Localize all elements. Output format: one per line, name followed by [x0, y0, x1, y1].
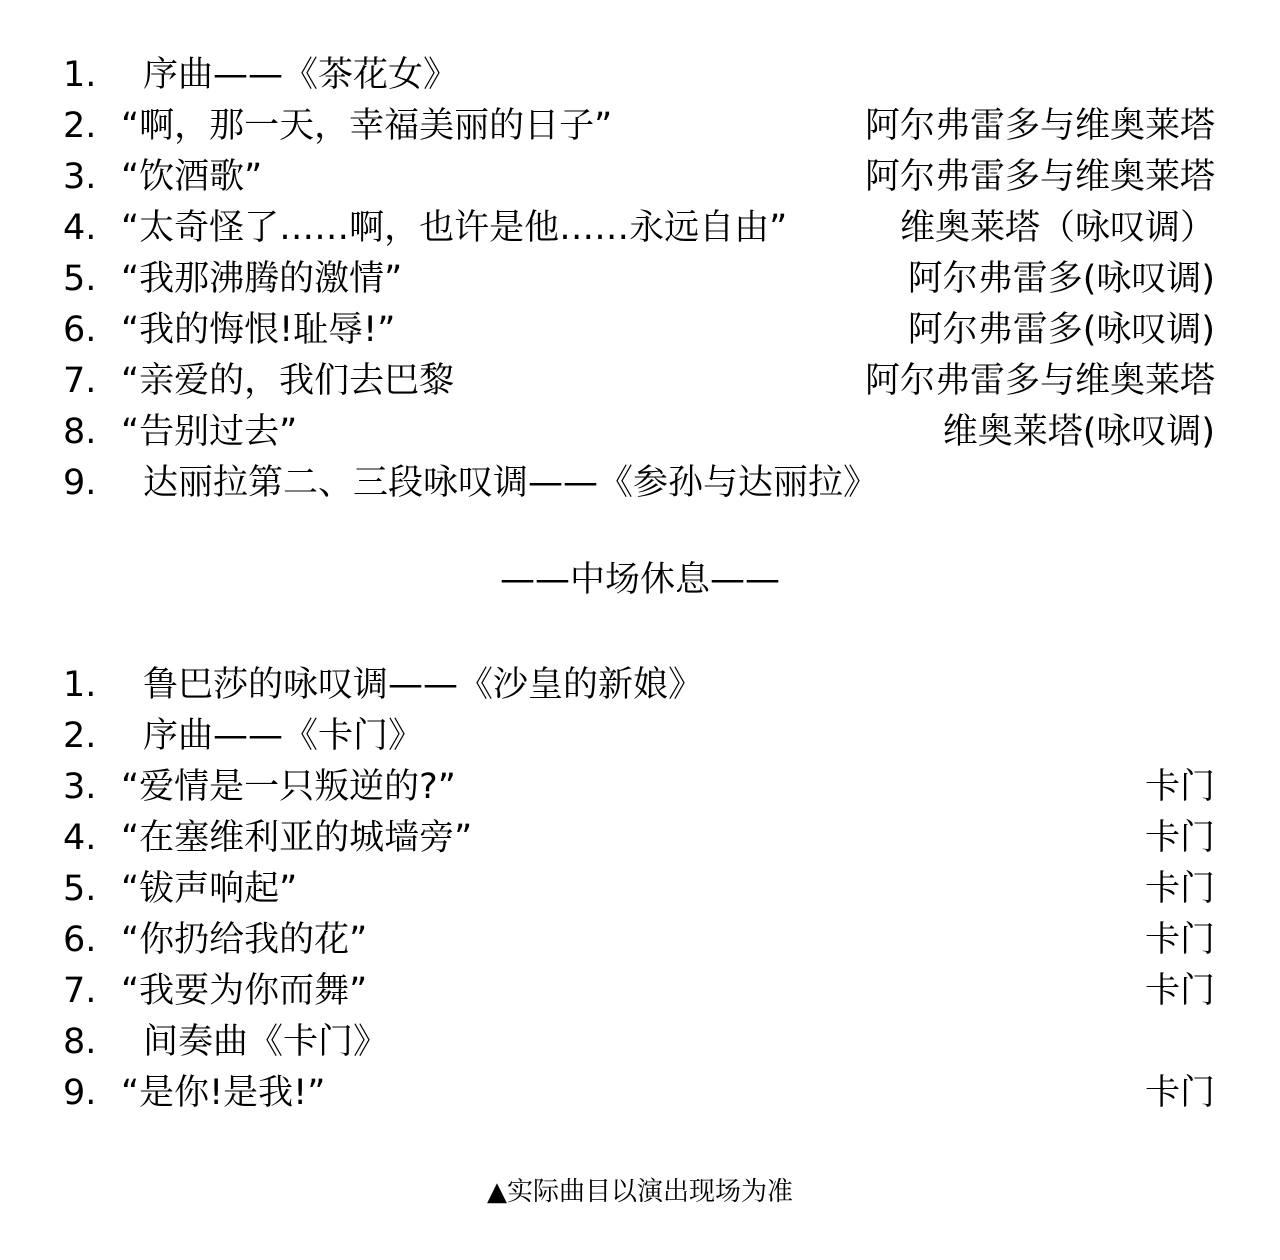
item-performer: 阿尔弗雷多与维奥莱塔 [864, 157, 1215, 197]
item-title: “我那沸腾的激情” [121, 259, 403, 299]
item-title: “是你!是我!” [121, 1073, 326, 1113]
item-performer: 阿尔弗雷多与维奥莱塔 [864, 361, 1215, 401]
second-half-item-5 [63, 864, 1215, 914]
first-half-item-8 [63, 407, 1215, 457]
second-half-item-8 [63, 1017, 1215, 1067]
item-performer: 卡门 [1144, 1073, 1215, 1113]
second-half-item-1 [63, 660, 1215, 710]
second-half-item-3 [63, 762, 1215, 812]
item-title: “钹声响起” [121, 869, 298, 909]
second-half-item-4 [63, 813, 1215, 863]
first-half-item-1 [63, 50, 1215, 100]
first-half-item-6 [63, 305, 1215, 355]
first-half-item-3 [63, 152, 1215, 202]
item-title: “太奇怪了……啊，也许是他……永远自由” [121, 208, 788, 248]
second-half-item-7 [63, 966, 1215, 1016]
item-title: 序曲——《茶花女》 [143, 55, 459, 95]
second-half-item-9 [63, 1068, 1215, 1118]
item-performer: 卡门 [1144, 767, 1215, 807]
first-half-item-9 [63, 458, 1215, 508]
item-number: 3. [63, 767, 97, 807]
item-title: 达丽拉第二、三段咏叹调——《参孙与达丽拉》 [143, 463, 879, 503]
item-number: 2. [63, 106, 97, 146]
second-half-item-6 [63, 915, 1215, 965]
item-title: “我要为你而舞” [121, 971, 368, 1011]
item-performer: 维奥莱塔（咏叹调） [899, 208, 1215, 248]
item-title: 鲁巴莎的咏叹调——《沙皇的新娘》 [143, 665, 704, 705]
first-half-item-4 [63, 203, 1215, 253]
item-title: “爱情是一只叛逆的?” [121, 767, 456, 807]
first-half-item-2 [63, 101, 1215, 151]
item-title: “饮酒歌” [121, 157, 263, 197]
item-performer: 阿尔弗雷多与维奥莱塔 [864, 106, 1215, 146]
item-number: 2. [63, 716, 97, 756]
item-performer: 维奥莱塔(咏叹调) [942, 412, 1215, 452]
item-performer: 阿尔弗雷多(咏叹调) [907, 259, 1215, 299]
item-performer: 卡门 [1144, 818, 1215, 858]
first-half-item-7 [63, 356, 1215, 406]
item-title: “你扔给我的花” [121, 920, 368, 960]
item-number: 8. [63, 1022, 97, 1062]
item-number: 8. [63, 412, 97, 452]
item-number: 1. [63, 665, 97, 705]
second-half-item-2 [63, 711, 1215, 761]
item-title: 序曲——《卡门》 [143, 716, 424, 756]
item-number: 3. [63, 157, 97, 197]
item-number: 6. [63, 920, 97, 960]
item-number: 5. [63, 869, 97, 909]
item-performer: 卡门 [1144, 920, 1215, 960]
item-number: 7. [63, 361, 97, 401]
item-performer: 卡门 [1144, 971, 1215, 1011]
item-title: “告别过去” [121, 412, 298, 452]
item-title: “啊，那一天，幸福美丽的日子” [121, 106, 613, 146]
item-number: 9. [63, 1073, 97, 1113]
item-number: 5. [63, 259, 97, 299]
item-number: 4. [63, 208, 97, 248]
first-half-item-5 [63, 254, 1215, 304]
footnote: ▲实际曲目以演出现场为准 [487, 1177, 793, 1207]
item-number: 6. [63, 310, 97, 350]
item-number: 1. [63, 55, 97, 95]
item-number: 7. [63, 971, 97, 1011]
intermission-divider: ——中场休息—— [499, 560, 780, 600]
item-title: “在塞维利亚的城墙旁” [121, 818, 473, 858]
item-title: “我的悔恨!耻辱!” [121, 310, 396, 350]
item-performer: 阿尔弗雷多(咏叹调) [907, 310, 1215, 350]
item-title: “亲爱的，我们去巴黎 [121, 361, 455, 401]
item-number: 4. [63, 818, 97, 858]
item-performer: 卡门 [1144, 869, 1215, 909]
item-title: 间奏曲《卡门》 [143, 1022, 389, 1062]
item-number: 9. [63, 463, 97, 503]
